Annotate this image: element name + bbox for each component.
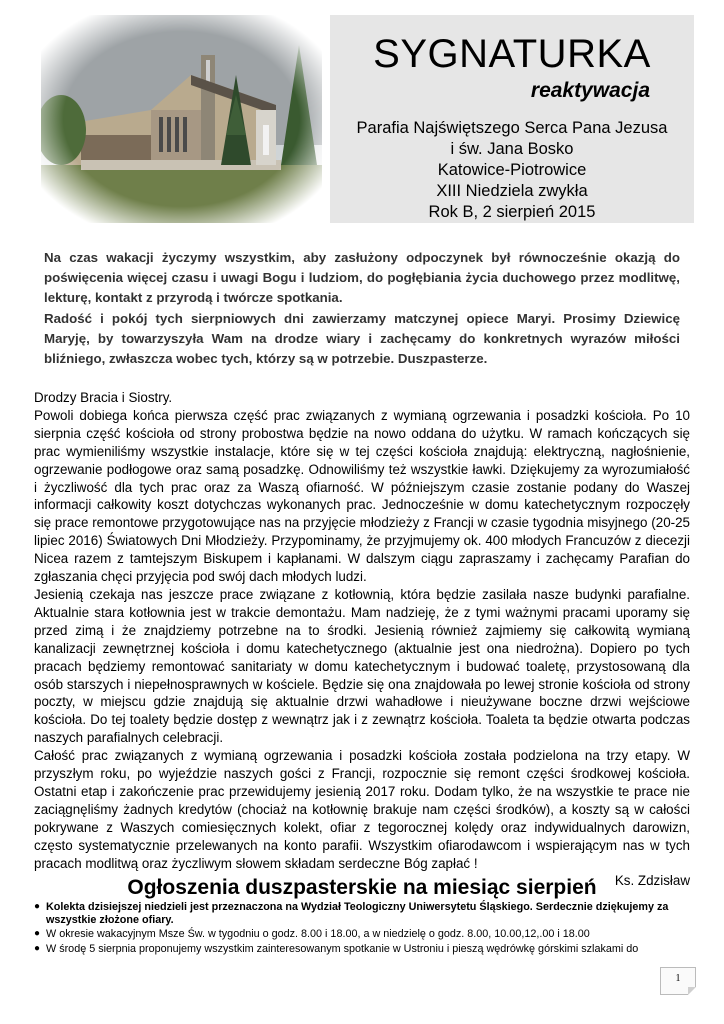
page-curl-icon: [688, 987, 696, 995]
announcements-list: [34, 901, 698, 957]
list-item: [34, 928, 698, 941]
bullet-icon: ●: [34, 901, 41, 912]
parish-name-line-2: i św. Jana Bosko: [450, 140, 574, 158]
issue-date: Rok B, 2 sierpień 2015: [428, 203, 596, 221]
parish-info: [330, 118, 694, 223]
church-illustration: [41, 15, 322, 223]
parish-location: Katowice-Piotrowice: [437, 161, 587, 179]
letter-greeting: Drodzy Bracia i Siostry.: [34, 390, 173, 405]
parish-name-line-1: Parafia Najświętszego Serca Pana Jezusa: [356, 119, 668, 137]
bullet-icon: ●: [34, 928, 41, 939]
announcement-text: W środę 5 sierpnia proponujemy wszystkim zainteresowanym spotkanie w Ustroniu i pieszą wędrówkę górskimi szlakami do: [46, 942, 639, 955]
pastor-letter: [34, 389, 690, 890]
holiday-greeting: [44, 248, 680, 369]
newsletter-title: SYGNATURKA: [373, 32, 651, 76]
list-item: [34, 943, 698, 956]
greeting-paragraph: Na czas wakacji życzymy wszystkim, aby zasłużony odpoczynek był równocześnie okazją do poświęcenia więcej czasu i uwagi Bogu i ludziom, do pogłębiania życia duchowego przez modlitwę, lekturę, kontakt z przyrodą i twórcze spotkania.: [44, 250, 680, 306]
church-photo: [41, 15, 322, 223]
announcement-text: Kolekta dzisiejszej niedzieli jest przeznaczona na Wydział Teologiczny Uniwersytetu Śląskiego. Serdecznie dziękujemy za wszystkie złożone ofiary.: [46, 901, 669, 926]
list-item: [34, 901, 698, 926]
bullet-icon: ●: [34, 942, 41, 954]
liturgical-sunday: XIII Niedziela zwykła: [436, 182, 588, 200]
letter-paragraph: Całość prac związanych z wymianą ogrzewania i posadzki kościoła została podzielona na trzy etapy. W przyszłym roku, po wyjeździe naszych gości z Francji, rozpocznie się remont części środkowej kościoła. Ostatni etap i zakończenie prac przewidujemy jesienią 2017 roku. Dodam tylko, że na wszystkie te prace nie zaciągnęliśmy żadnych kredytów (chociaż na kotłownię brakuje nam części środków), a koszty są w całości pokrywane z Waszych comiesięcznych kolekt, ofiar z tegorocznej kolędy oraz indywidualnych darowizn, często systematycznie przelewanych na konto parafii. Wszystkim ofiarodawcom i wspierającym nas w tych pracach modlitwą oraz życzliwym słowem składam serdeczne Bóg zapłać !: [34, 748, 690, 871]
letter-paragraph: Jesienią czekaja nas jeszcze prace związane z kotłownią, która będzie zasilała nasze budynki parafialne. Aktualnie stara kotłownia jest w trakcie demontażu. Mam nadzieję, że z tymi ważnymi pracami uporamy się przed zimą i że znajdziemy potrzebne na to środki. Jesienią również zajmiemy się całkowitą wymianą kanalizacji zewnętrznej kościoła i domu katechetycznego (aktualnie jest ona niedrożna). Dopiero po tych pracach będziemy remontować sanitariaty w domu katechetycznym i budować toaletę, przystosowaną dla osób starszych i niepełnosprawnych w kościele. Będzie się ona znajdowała po lewej stronie kościoła od strony poczty, w miejscu gdzie znajdują się aktualnie drzwi wahadłowe i nieużywane boczne drzwi wejściowe kościoła. Do tej toalety będzie dostęp z wewnątrz jak i z zewnątrz kościoła. Toaleta ta będzie otwarta podczas naszych parafialnych celebracji.: [34, 586, 690, 746]
masthead: [330, 15, 694, 223]
letter-signature: Ks. Zdzisław: [614, 873, 690, 889]
page-number-label: 1: [675, 973, 681, 984]
greeting-paragraph: Radość i pokój tych sierpniowych dni zawierzamy matczynej opiece Maryi. Prosimy Dziewicę Maryję, by towarzyszyła Wam na drodze wiary i zachęcamy do konkretnych wyrazów miłości bliźniego, zwłaszcza wobec tych, którzy są w potrzebie. Duszpasterze.: [44, 310, 680, 367]
announcements-heading: Ogłoszenia duszpasterskie na miesiąc sierpień: [127, 876, 597, 899]
page-number: [660, 967, 696, 995]
letter-paragraph: Powoli dobiega końca pierwsza część prac związanych z wymianą ogrzewania i posadzki kościoła. Po 10 sierpnia część kościoła od strony probostwa będzie na nowo oddana do użytku. W ramach kończących się prac wymieniliśmy wszystkie instalacje, które się w tej części kościoła znajdują: elektryczną, nagłośnienie, ogrzewanie podłogowe oraz samą posadzkę. Odnowiliśmy też wszystkie ławki. Dziękujemy za wyrozumiałość i życzliwość dla tych prac oraz za Waszą ofiarność. W późniejszym czasie zostanie podany do Waszej informacji całkowity koszt dotychczas wykonanych prac. Jednocześnie w domu katechetycznym rozpoczęły się prace remontowe przygotowujące nas na przyjęcie młodzieży z Francji w czasie tygodnia misyjnego (20-25 lipiec 2016) Światowych Dni Młodzieży. Przypominamy, że przyjmujemy ok. 400 młodych Francuzów z diecezji Nicea razem z tamtejszym Biskupem i kapłanami. W dalszym ciągu zapraszamy i zachęcamy Parafian do zgłaszania chęci przyjęcia pod swój dach młodych ludzi.: [34, 407, 690, 585]
announcement-text: W okresie wakacyjnym Msze Św. w tygodniu o godz. 8.00 i 18.00, a w niedzielę o godz. 8.00, 10.00,12,.00 i 18.00: [46, 928, 590, 940]
newsletter-subtitle: reaktywacja: [530, 79, 650, 102]
